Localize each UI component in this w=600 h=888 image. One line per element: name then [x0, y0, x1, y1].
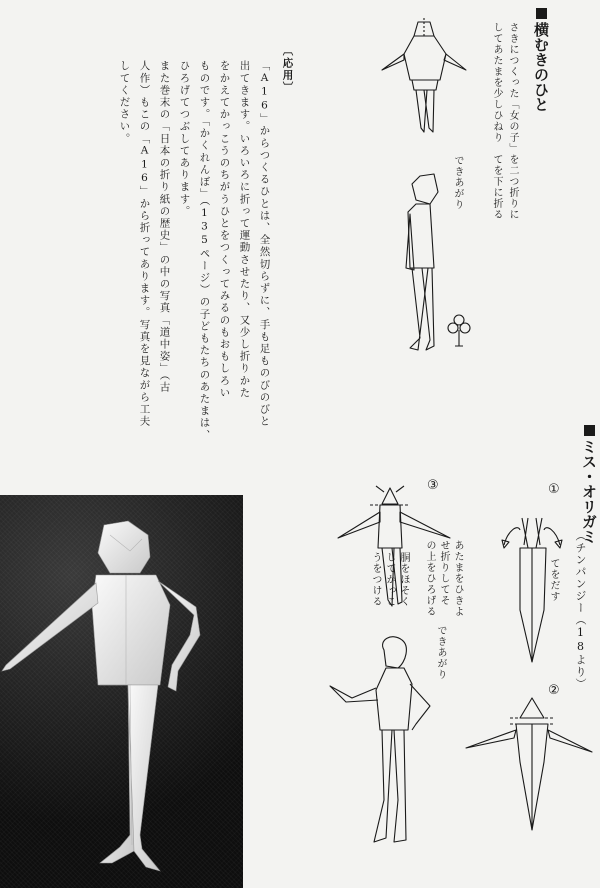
diagram-step-3 [338, 486, 450, 606]
diagram-step-2 [466, 698, 592, 830]
step-3-note-a-line1: あたまをひきよ [452, 540, 463, 617]
instruction-line-2: してあたまを少しひねり てを下に折る [491, 22, 502, 220]
source-note: （チンパンジー（18より） [574, 530, 587, 690]
application-paragraph-6: また巻末の「日本の折り紙の歴史」の中の写真「道中姿」（古 [158, 60, 171, 394]
result-label-1: できあがり [452, 155, 463, 210]
application-heading: 〔応用〕 [281, 45, 294, 94]
diagram-side-person [406, 174, 438, 350]
section-title-text: ミス・オリガミ [580, 439, 598, 544]
origami-figure-photo-silhouette [0, 495, 243, 888]
step-3-note-b-line3: うをつける [370, 552, 381, 607]
instruction-line-1: さきにつくった「女の子」を二つ折りに [507, 22, 518, 220]
application-paragraph-4: ものです。「かくれんぼ」（135ページ）の子どもたちのあたまは、 [198, 60, 211, 442]
application-paragraph-8: してください。 [118, 60, 131, 145]
diagram-girl-arms-out [382, 18, 466, 132]
application-paragraph-5: ひろげてつぶしてあります。 [178, 60, 191, 218]
origami-photo [0, 495, 243, 888]
diagram-step-1 [502, 518, 562, 662]
application-paragraph-7: 人作）もこの「A16」から折ってあります。写真を見ながら工夫 [138, 60, 151, 428]
application-paragraph-3: をかえてかっこうのちがうひとをつくってみるのもおもしろい [218, 60, 231, 399]
diagram-miss-origami-result [330, 637, 430, 842]
step-1-number: ① [548, 482, 560, 497]
step-3-note-a-line3: の上をひろげる [424, 540, 435, 617]
application-paragraph-2: 出てきます。いろいろに折って運動させたり、又少し折りかた [238, 60, 251, 399]
result-label-2: できあがり [435, 625, 446, 680]
step-3-note-a-line2: せ折りしてそ [438, 540, 449, 606]
step-3-note-b-line2: してかっこ [384, 552, 395, 607]
step-1-note: てをだす [548, 558, 559, 602]
clover-stamp-icon [448, 315, 470, 346]
step-3-note-b-line1: 胴をほそく [398, 552, 409, 607]
section-title-text: 横むきのひと [532, 22, 550, 112]
step-2-number: ② [548, 683, 560, 698]
application-paragraph-1: 「A16」からつくるひとは、全然切らずに、手も足ものびのびと [258, 60, 271, 428]
step-3-number: ③ [427, 478, 439, 493]
